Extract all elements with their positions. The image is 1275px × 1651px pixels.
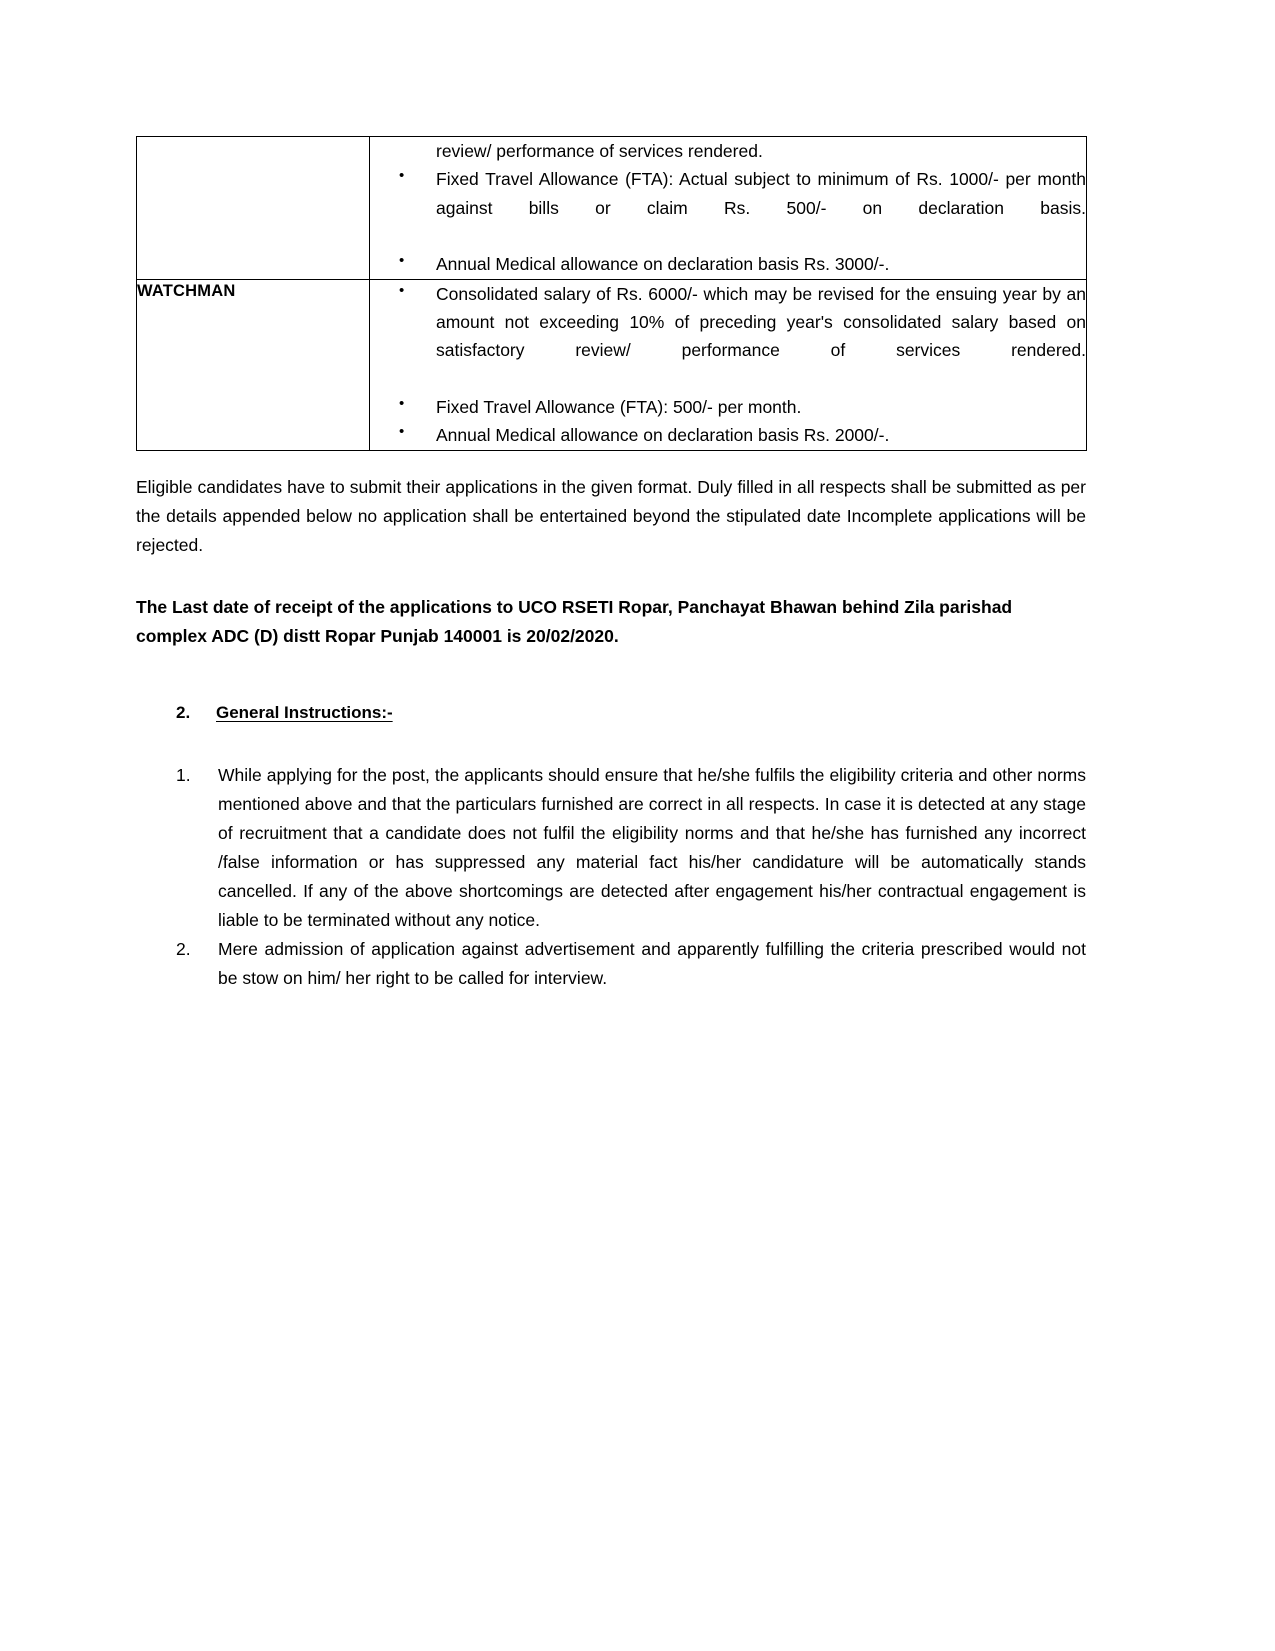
section-title: General Instructions:- bbox=[216, 703, 393, 723]
table-row bbox=[137, 279, 1087, 450]
last-date-paragraph: The Last date of receipt of the applications to UCO RSETI Ropar, Panchayat Bhawan behind Zila parishad complex ADC (D) distt Ropar Punjab 140001 is 20/02/2020. bbox=[136, 597, 1013, 647]
post-name-cell bbox=[137, 137, 370, 280]
list-item: • Annual Medical allowance on declaration basis Rs. 3000/-. bbox=[370, 250, 1086, 278]
remuneration-table bbox=[136, 136, 1087, 451]
section-number: 2. bbox=[176, 703, 191, 723]
list-marker: 1. bbox=[176, 765, 191, 786]
instructions-list bbox=[136, 761, 1086, 993]
post-name-label: WATCHMAN bbox=[137, 281, 236, 300]
list-item-text: While applying for the post, the applicants should ensure that he/she fulfils the eligibility criteria and other norms mentioned above and that the particulars furnished are correct in all respects. In case it is detected at any stage of recruitment that a candidate does not fulfil the eligibility norms and that he/she has furnished any incorrect /false information or has suppressed any material fact his/her candidature will be automatically stands cancelled. If any of the above shortcomings are detected after engagement his/her contractual engagement is liable to be terminated without any notice. bbox=[218, 765, 1086, 931]
page-content bbox=[136, 136, 1086, 994]
post-name-cell bbox=[137, 279, 370, 450]
list-item: • Consolidated salary of Rs. 6000/- which may be revised for the ensuing year by an amount not exceeding 10% of preceding year's consolidated salary based on satisfactory review/ performance of services rendered. bbox=[370, 280, 1086, 393]
continued-text: review/ performance of services rendered. bbox=[436, 141, 763, 161]
table-row bbox=[137, 137, 1087, 280]
table-body bbox=[137, 137, 1087, 451]
list-item: • Fixed Travel Allowance (FTA): Actual subject to minimum of Rs. 1000/- per month against bills or claim Rs. 500/- on declaration basis. bbox=[370, 165, 1086, 250]
list-item-text: Mere admission of application against advertisement and apparently fulfilling the criteria prescribed would not be stow on him/ her right to be called for interview. bbox=[218, 939, 1086, 989]
list-marker: 2. bbox=[176, 939, 191, 960]
eligible-candidates-paragraph: Eligible candidates have to submit their applications in the given format. Duly filled in all respects shall be submitted as per the details appended below no application shall be entertained beyond the stipulated date Incomplete applications will be rejected. bbox=[136, 476, 1086, 555]
list-item: • Annual Medical allowance on declaration basis Rs. 2000/-. bbox=[370, 421, 1086, 449]
benefit-list bbox=[370, 165, 1086, 278]
post-details-cell bbox=[370, 279, 1087, 450]
list-item: • Fixed Travel Allowance (FTA): 500/- per month. bbox=[370, 393, 1086, 421]
benefit-list bbox=[370, 280, 1086, 450]
list-item bbox=[136, 761, 1086, 935]
post-details-cell bbox=[370, 137, 1087, 280]
list-item bbox=[136, 935, 1086, 993]
general-instructions-heading bbox=[136, 703, 1086, 723]
